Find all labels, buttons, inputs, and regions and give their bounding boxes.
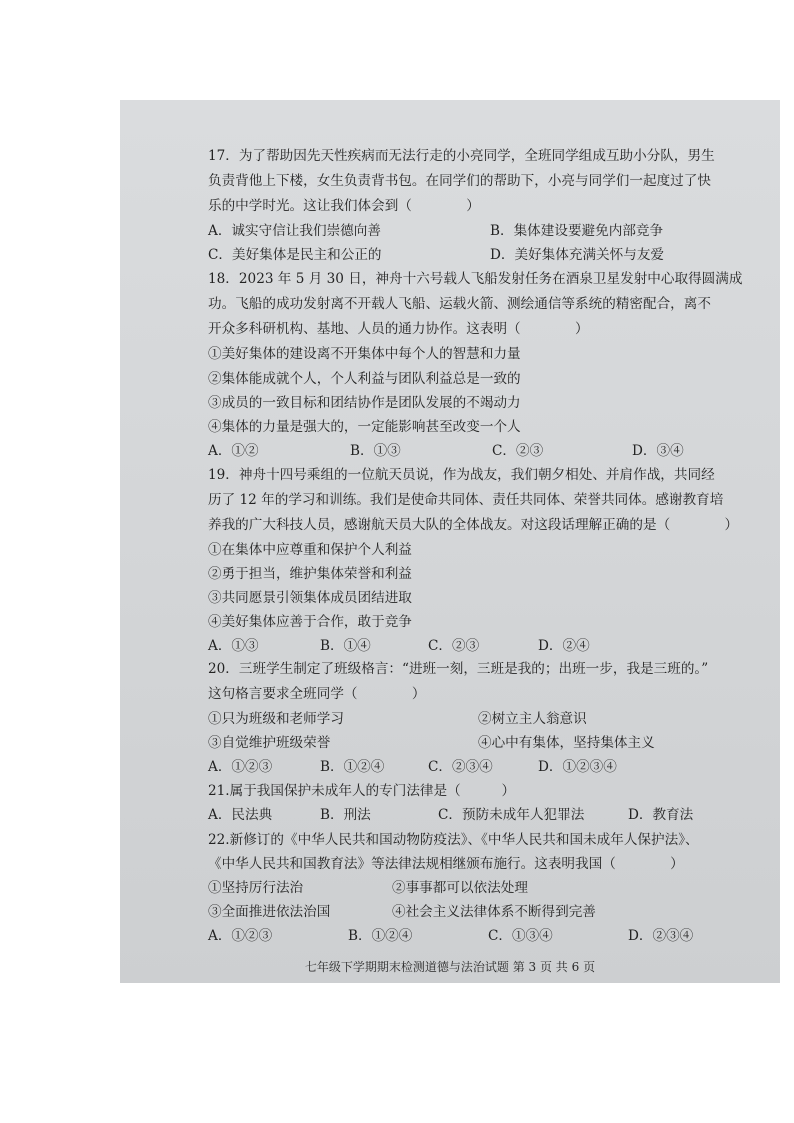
q21-option-a: A．民法典 bbox=[208, 807, 273, 823]
q20-item-1: ①只为班级和老师学习 bbox=[208, 711, 344, 727]
q22-item-4: ④社会主义法律体系不断得到完善 bbox=[392, 904, 596, 920]
q20-option-b: B．①②④ bbox=[320, 759, 385, 775]
page-footer: 七年级下学期期末检测道德与法治试题 第 3 页 共 6 页 bbox=[304, 960, 596, 974]
q19-option-b: B．①④ bbox=[320, 638, 371, 654]
q18-item-3: ③成员的一致目标和团结协作是团队发展的不竭动力 bbox=[208, 395, 521, 411]
q20-stem-line2: 这句格言要求全班同学（ ） bbox=[208, 686, 426, 702]
q19-item-1: ①在集体中应尊重和保护个人利益 bbox=[208, 542, 412, 558]
q18-stem-line1: 18．2023 年 5 月 30 日，神舟十六号载人飞船发射任务在酒泉卫星发射中心取得圆满成 bbox=[208, 271, 743, 287]
q22-stem-line1: 22.新修订的《中华人民共和国动物防疫法》、《中华人民共和国未成年人保护法》、 bbox=[208, 832, 699, 848]
q22-item-3: ③全面推进依法治国 bbox=[208, 904, 331, 920]
q17-stem-line1: 17．为了帮助因先天性疾病而无法行走的小亮同学，全班同学组成互助小分队，男生 bbox=[208, 148, 715, 164]
q22-item-2: ②事事都可以依法处理 bbox=[392, 880, 528, 896]
q17-option-a: A．诚实守信让我们崇德向善 bbox=[208, 223, 381, 239]
q21-option-b: B．刑法 bbox=[320, 807, 371, 823]
q17-option-c: C．美好集体是民主和公正的 bbox=[208, 247, 382, 263]
q19-item-3: ③共同愿景引领集体成员团结进取 bbox=[208, 590, 412, 606]
q22-option-b: B．①②④ bbox=[348, 928, 413, 944]
q17-stem-line2: 负责背他上下楼，女生负责背书包。在同学们的帮助下，小亮与同学们一起度过了快 bbox=[208, 173, 711, 189]
q18-stem-line2: 功。飞船的成功发射离不开载人飞船、运载火箭、测绘通信等系统的精密配合，离不 bbox=[208, 296, 711, 312]
q18-option-b: B．①③ bbox=[350, 443, 401, 459]
q17-option-b: B．集体建设要避免内部竞争 bbox=[490, 223, 664, 239]
q22-option-c: C．①③④ bbox=[488, 928, 553, 944]
q18-item-4: ④集体的力量是强大的，一定能影响甚至改变一个人 bbox=[208, 419, 521, 435]
q19-option-d: D．②④ bbox=[538, 638, 590, 654]
q21-stem-line1: 21.属于我国保护未成年人的专门法律是（ ） bbox=[208, 783, 516, 799]
q20-option-a: A．①②③ bbox=[208, 759, 273, 775]
q21-option-c: C．预防未成年人犯罪法 bbox=[438, 807, 585, 823]
q18-option-c: C．②③ bbox=[492, 443, 544, 459]
q22-stem-line2: 《中华人民共和国教育法》等法律法规相继颁布施行。这表明我国（ ） bbox=[208, 856, 684, 872]
q20-stem-line1: 20．三班学生制定了班级格言：“进班一刻，三班是我的；出班一步，我是三班的。” bbox=[208, 661, 709, 677]
q19-item-2: ②勇于担当，维护集体荣誉和利益 bbox=[208, 566, 412, 582]
q21-option-d: D．教育法 bbox=[628, 807, 694, 823]
q19-option-c: C．②③ bbox=[428, 638, 480, 654]
q18-item-1: ①美好集体的建设离不开集体中每个人的智慧和力量 bbox=[208, 346, 521, 362]
q20-item-4: ④心中有集体，坚持集体主义 bbox=[478, 735, 655, 751]
q18-option-a: A．①② bbox=[208, 443, 259, 459]
q22-option-a: A．①②③ bbox=[208, 928, 273, 944]
exam-paper bbox=[120, 100, 780, 983]
q17-stem-line3: 乐的中学时光。这让我们体会到（ ） bbox=[208, 198, 480, 214]
q19-stem-line1: 19．神舟十四号乘组的一位航天员说，作为战友，我们朝夕相处、并肩作战，共同经 bbox=[208, 467, 715, 483]
q19-option-a: A．①③ bbox=[208, 638, 259, 654]
q22-option-d: D．②③④ bbox=[628, 928, 694, 944]
q20-option-d: D．①②③④ bbox=[538, 759, 617, 775]
q19-stem-line2: 历了 12 年的学习和训练。我们是使命共同体、责任共同体、荣誉共同体。感谢教育培 bbox=[208, 492, 724, 508]
q20-item-2: ②树立主人翁意识 bbox=[478, 711, 587, 727]
q18-option-d: D．③④ bbox=[632, 443, 684, 459]
q19-stem-line3: 养我的广大科技人员，感谢航天员大队的全体战友。对这段话理解正确的是（ ） bbox=[208, 517, 739, 533]
q17-option-d: D．美好集体充满关怀与友爱 bbox=[490, 247, 665, 263]
q19-item-4: ④美好集体应善于合作，敢于竞争 bbox=[208, 614, 412, 630]
q22-item-1: ①坚持厉行法治 bbox=[208, 880, 304, 896]
q18-stem-line3: 开众多科研机构、基地、人员的通力协作。这表明（ ） bbox=[208, 321, 589, 337]
q18-item-2: ②集体能成就个人，个人利益与团队利益总是一致的 bbox=[208, 371, 521, 387]
q20-option-c: C．②③④ bbox=[428, 759, 493, 775]
q20-item-3: ③自觉维护班级荣誉 bbox=[208, 735, 331, 751]
